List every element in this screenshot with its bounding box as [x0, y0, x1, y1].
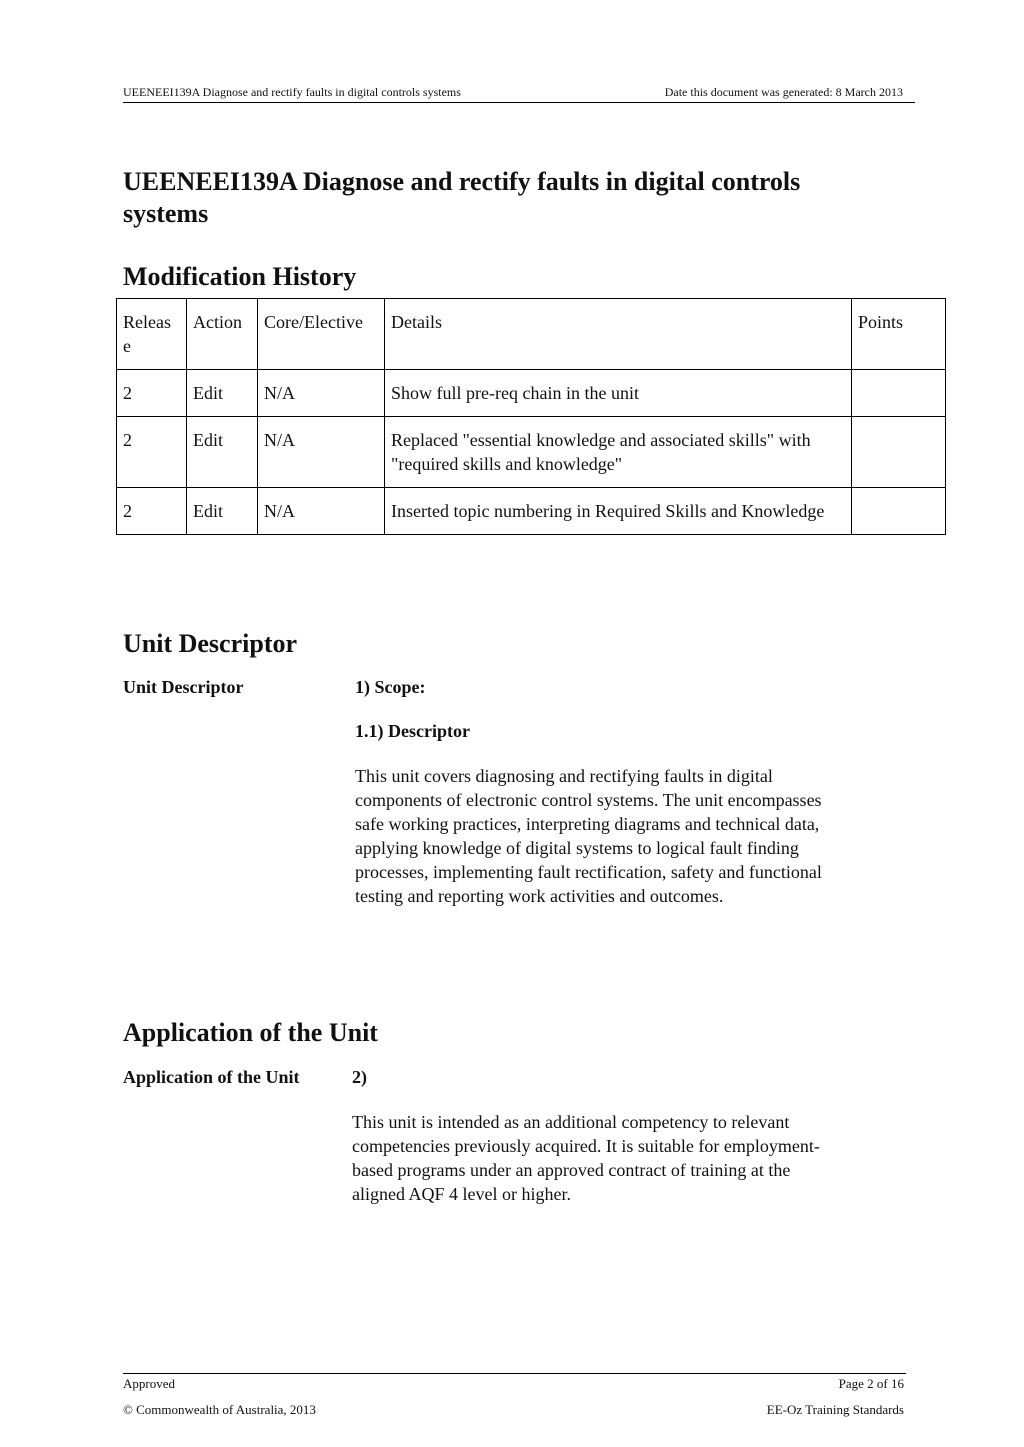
- document-title: UEENEEI139A Diagnose and rectify faults in digital controls systems: [123, 167, 801, 228]
- application-heading: Application of the Unit: [123, 1018, 378, 1047]
- cell-release: 2: [117, 370, 187, 417]
- page-header: [123, 84, 915, 103]
- footer-copyright: © Commonwealth of Australia, 2013: [123, 1402, 316, 1417]
- unit-descriptor-text: This unit covers diagnosing and rectifying faults in digital components of electronic control systems. The unit encompasses safe working practices, interpreting diagrams and technical data, applying knowledge of digital systems to logical fault finding processes, implementing fault rectification, safety and functional testing and reporting work activities and outcomes.: [355, 766, 822, 906]
- cell-core-elective: N/A: [258, 488, 385, 535]
- cell-core-elective: N/A: [258, 370, 385, 417]
- cell-action: Edit: [187, 488, 258, 535]
- footer-approved: Approved: [123, 1376, 175, 1391]
- modification-history-heading: Modification History: [123, 262, 357, 291]
- table-row: [117, 417, 946, 488]
- cell-points: [852, 417, 946, 488]
- col-header-core-elective: Core/Elective: [258, 299, 385, 370]
- table-header-row: [117, 299, 946, 370]
- cell-details: Show full pre-req chain in the unit: [385, 370, 852, 417]
- col-header-details: Details: [385, 299, 852, 370]
- cell-action: Edit: [187, 417, 258, 488]
- col-header-action: Action: [187, 299, 258, 370]
- cell-details: Inserted topic numbering in Required Skills and Knowledge: [385, 488, 852, 535]
- scope-heading: 1) Scope:: [355, 677, 426, 697]
- unit-descriptor-label: Unit Descriptor: [123, 677, 244, 697]
- col-header-release: Releas e: [117, 299, 187, 370]
- cell-points: [852, 488, 946, 535]
- header-unit-title: UEENEEI139A Diagnose and rectify faults in digital controls systems: [123, 85, 461, 99]
- cell-details: Replaced "essential knowledge and associated skills" with "required skills and knowledge": [385, 417, 852, 488]
- footer-divider: [123, 1373, 906, 1374]
- cell-core-elective: N/A: [258, 417, 385, 488]
- application-text: This unit is intended as an additional competency to relevant competencies previously acquired. It is suitable for employment-based programs under an approved contract of training at the aligned AQF 4 level or higher.: [352, 1112, 820, 1204]
- application-number: 2): [352, 1067, 367, 1087]
- header-generated-date: Date this document was generated: 8 March 2013: [664, 85, 903, 99]
- modification-history-table: [116, 298, 946, 535]
- table-row: [117, 488, 946, 535]
- footer-page-number: Page 2 of 16: [838, 1376, 904, 1391]
- cell-points: [852, 370, 946, 417]
- application-label: Application of the Unit: [123, 1067, 300, 1087]
- descriptor-subheading: 1.1) Descriptor: [355, 721, 470, 741]
- footer-organisation: EE-Oz Training Standards: [766, 1402, 904, 1417]
- cell-release: 2: [117, 488, 187, 535]
- col-header-points: Points: [852, 299, 946, 370]
- table-row: [117, 370, 946, 417]
- cell-release: 2: [117, 417, 187, 488]
- cell-action: Edit: [187, 370, 258, 417]
- unit-descriptor-heading: Unit Descriptor: [123, 629, 298, 658]
